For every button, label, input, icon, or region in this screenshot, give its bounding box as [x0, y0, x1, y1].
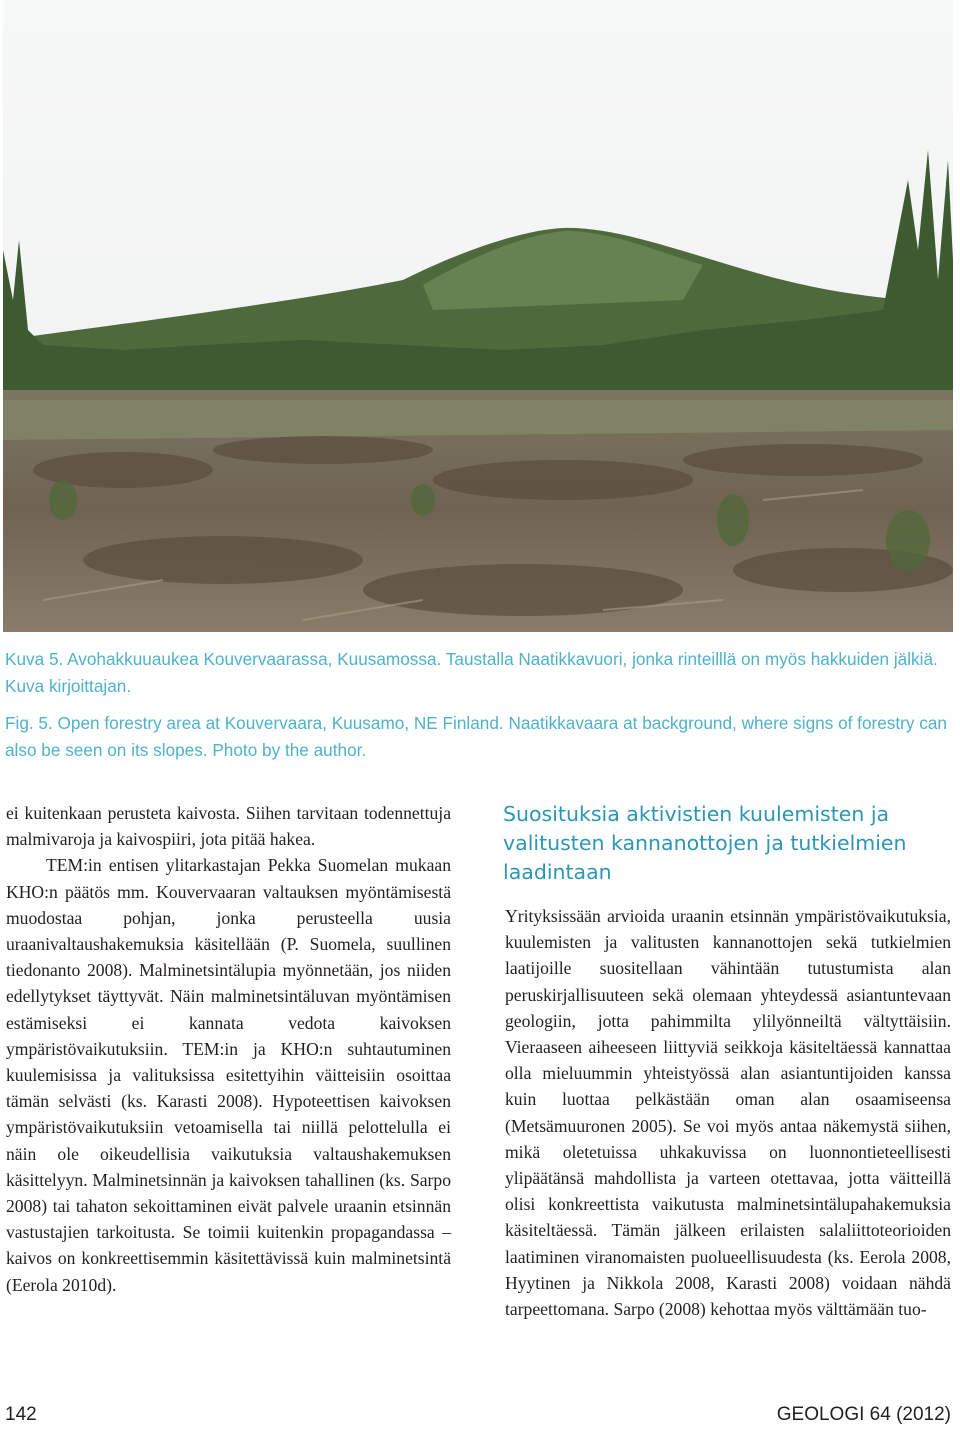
section-heading: Suosituksia aktivistien kuulemisten ja valitusten kannanottojen ja tutkielmien laadintaan	[503, 802, 907, 884]
right-column	[505, 903, 951, 1322]
journal-footer: GEOLOGI 64 (2012)	[776, 1404, 951, 1425]
left-column	[6, 800, 451, 1298]
page-number: 142	[5, 1404, 37, 1425]
clear-cut-forest-landscape	[3, 0, 953, 632]
figure-photo	[3, 0, 953, 632]
figure-caption-english: Fig. 5. Open forestry area at Kouvervaara, Kuusamo, NE Finland. Naatikkavaara at background, where signs of forestry can also be seen on its slopes. Photo by the author.	[5, 713, 947, 760]
body-paragraph: Yrityksissään arvioida uraanin etsinnän ympäristövaikutuksia, kuulemisten ja valitusten kannanottojen sekä tutkielmien laatijoille suositellaan vähintään tutustumista alan peruskirjallisuuteen sekä olemaan yhteydessä asiantuntevaan geologiin, jotta pahimmilta ylilyönneiltä vältyttäisiin. Vieraaseen aiheeseen liittyviä seikkoja käsiteltäessä kannattaa olla mieluummin yhteistyössä alan asiantuntijoiden kanssa kuin luottaa pelkästään oman alan osaamiseensa (Metsämuuronen 2005). Se voi myös antaa näkemystä siihen, mikä oletetuissa uhkakuvissa on luonnontieteellisesti ylipäätänsä mahdollista ja varteen otettavaa, jotta väitteillä olisi konkreettista vaikutusta malminetsintälupahakemuksia käsiteltäessä. Tämän jälkeen erilaisten salaliittoteorioiden laatiminen viranomaisten puolueellisuudesta (ks. Eerola 2008, Hyytinen ja Nikkola 2008, Karasti 2008) voidaan nähdä tarpeettomana. Sarpo (2008) kehottaa myös välttämään tuo-	[505, 906, 951, 1320]
figure-caption-finnish: Kuva 5. Avohakkuuaukea Kouvervaarassa, Kuusamossa. Taustalla Naatikkavuori, jonka rinteilllä on myös hakkuiden jälkiä. Kuva kirjoittajan.	[5, 649, 938, 696]
body-paragraph: TEM:in entisen ylitarkastajan Pekka Suomelan mukaan KHO:n päätös mm. Kouvervaaran valtauksen myöntämisestä muodostaa pohjan, jonka perusteella uusia uraanivaltaushakemuksia käsitellään (P. Suomela, suullinen tiedonanto 2008). Malminetsintälupia myönnetään, jos niiden edellytykset täyttyvät. Näin malminetsintäluvan myöntämisen estämiseksi ei kannata vedota kaivoksen ympäristövaikutuksiin. TEM:in ja KHO:n suhtautuminen kuulemisissa ja valituksissa esitettyihin väitteisiin osoittaa tämän selvästi (ks. Karasti 2008). Hypoteettisen kaivoksen ympäristövaikutuksiin vetoamisella tai niillä pelottelulla ei näin ole oikeudellisia vaikutuksia valtaushakemuksen käsittelyyn. Malminetsinnän ja kaivoksen tahallinen (ks. Sarpo 2008) tai tahaton sekoittaminen eivät palvele uraanin etsinnän vastustajien tarkoitusta. Se toimii kuitenkin propagandassa – kaivos on konkreettisemmin käsitettävissä kuin malminetsintä (Eerola 2010d).	[6, 855, 451, 1295]
body-paragraph: ei kuitenkaan perusteta kaivosta. Siihen tarvitaan todennettuja malmivaroja ja kaivospiiri, jota pitää hakea.	[6, 803, 451, 850]
